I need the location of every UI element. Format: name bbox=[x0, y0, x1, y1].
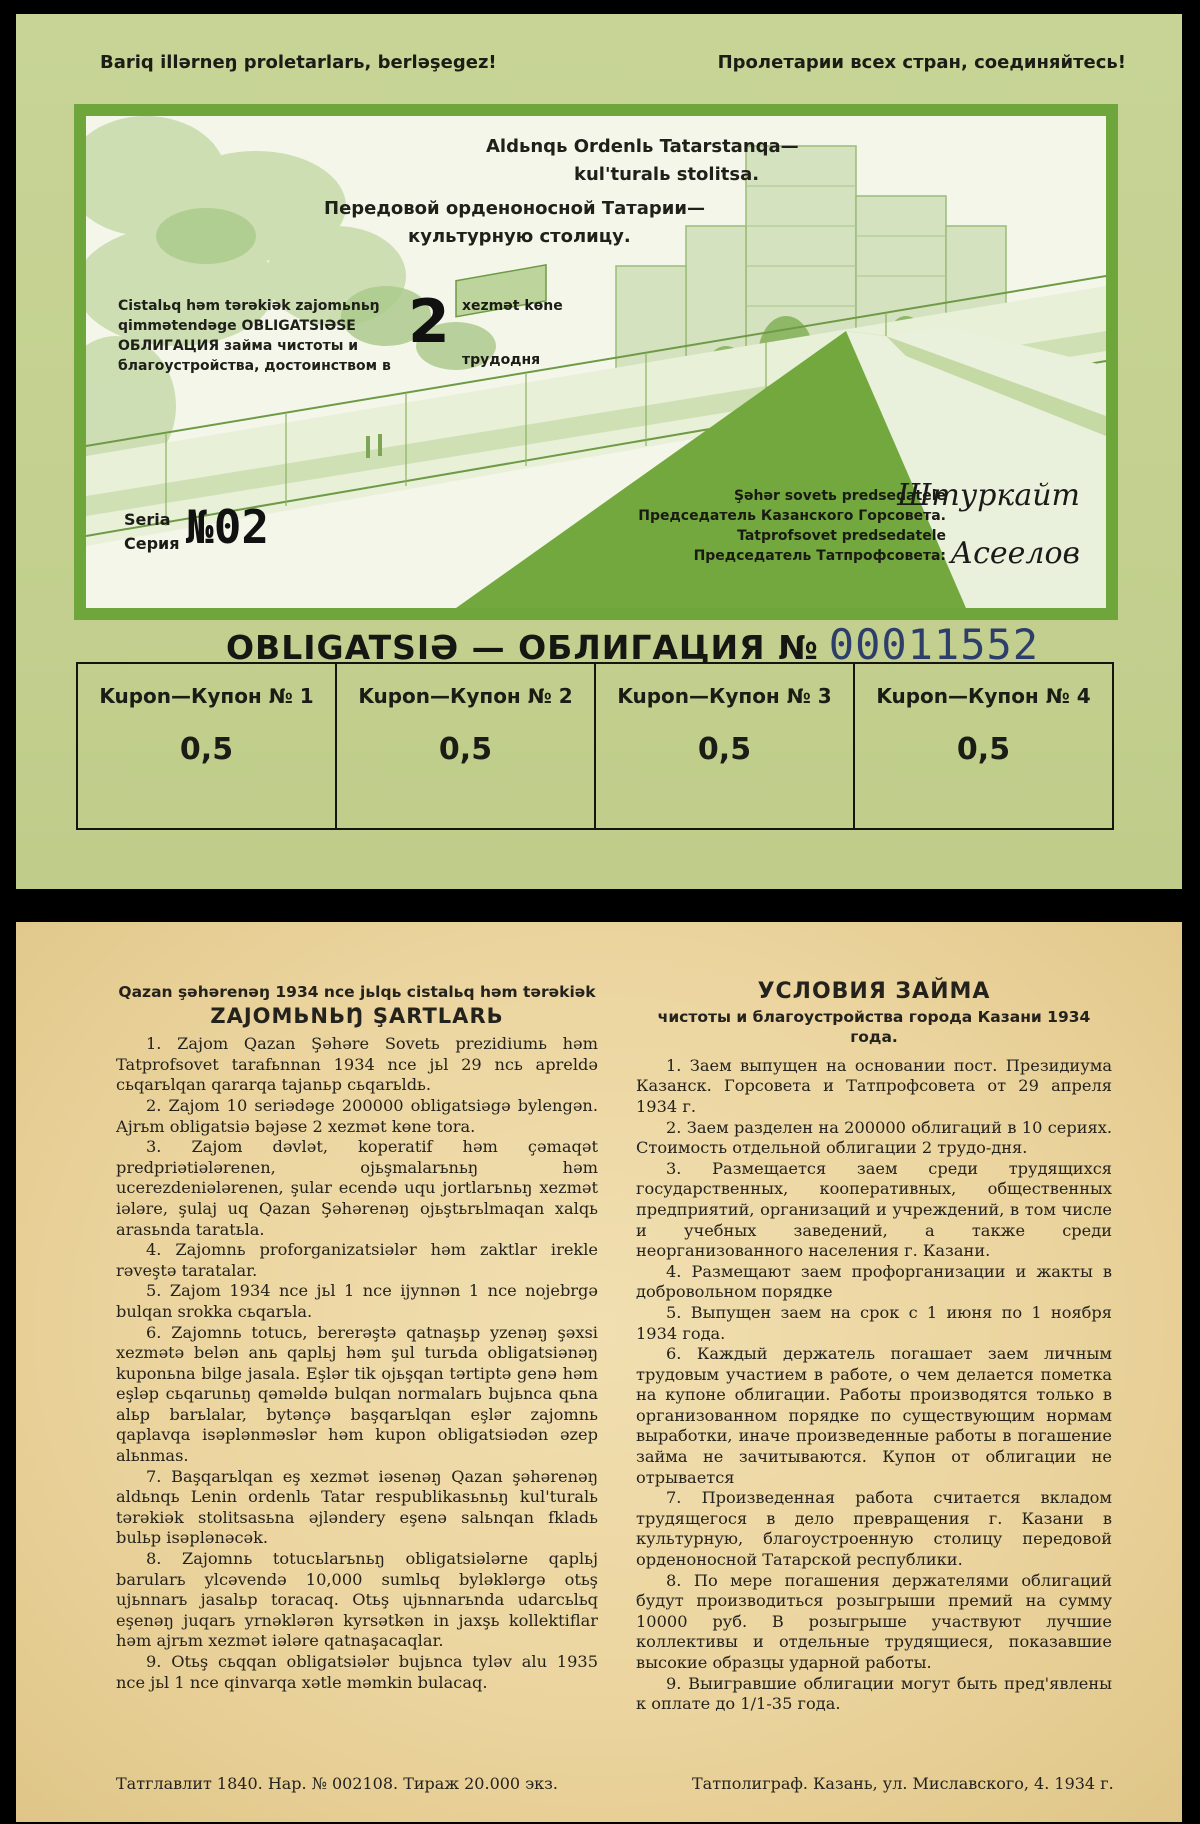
coupon-value: 0,5 bbox=[438, 732, 493, 767]
coupon-3 bbox=[596, 664, 855, 828]
series-label-latin: Seria bbox=[124, 510, 171, 529]
condition-paragraph: 8. Zajomnь totucьlarьnьŋ obligatsiələrne qaplьj barularь ylcəvendə 10,000 sumlьq byləklərgə otьş ujьnnarь jasalьp toracaq. Otьş ujьnnarьnda udarcьlьq eşenəŋ juqarь yrnəklərən kyrsətkən in jaxşь kollektiflar həm ajrьm xezmət iələre qatnaşacaqlar. bbox=[116, 1549, 598, 1651]
heading-cyrillic-line1: Передовой орденоносной Татарии— bbox=[324, 198, 705, 219]
condition-paragraph: 7. Başqarьlqan eş xezmət iəsenəŋ Qazan şəhərenəŋ aldьnqь Lenin ordenlь Tatar respublikasьnьŋ kul'turalь tərəkiək stolitsasьna əjləndery eşenə salьnqan fkladь bulьp isəplənəcək. bbox=[116, 1466, 598, 1548]
coupon-label: Kupon—Купон № 1 bbox=[99, 684, 314, 708]
denomination-line: Cistalьq həm tərəkiək zajomьnьŋ bbox=[118, 298, 380, 314]
condition-paragraph: 3. Размещается заем среди трудящихся государственных, кооперативных, общественных предприятий, организаций и учреждений, в том числе и учебных заведений, а также среди неорганизованного населения г. Казани. bbox=[636, 1158, 1112, 1261]
condition-paragraph: 1. Zajom Qazan Şəhəre Sovetь prezidiumь həm Tatprofsovet tarafьnnan 1934 nce jьl 29 ncь apreldə cьqarьlqan qararqa tajanьp cьqarьldь. bbox=[116, 1034, 598, 1095]
condition-paragraph: 4. Zajomnь proforganizatsiələr həm zaktlar irekle rəveştə taratalar. bbox=[116, 1240, 598, 1280]
condition-paragraph: 3. Zajom dəvlət, koperatif həm çəmaqət predpriətiələrenen, ojьşmalarьnьŋ həm ucerezdeniələrenen, şular ecendə uqu jortlarьnьŋ xezmət iələre, şulaj uq Qazan Şəhərenəŋ ojьştьrьlmaqan xalqь arasьnda taratьla. bbox=[116, 1137, 598, 1239]
conditions-tatar-subtitle: Qazan şəhərenəŋ 1934 nce jьlqь cistalьq həm tərəkiək bbox=[118, 983, 596, 1001]
coupon-1 bbox=[78, 664, 337, 828]
condition-paragraph: 6. Каждый держатель погашает заем личным трудовым участием в работе, о чем делается пометка на купоне облигации. Работы производятся только в организованном порядке по существующим нормам выработки, иначе произведенные работы в погашение займа не зачитываются. Купон от облигации не отрывается bbox=[636, 1344, 1112, 1487]
conditions-russian-subtitle: чистоты и благоустройства города Казани 1934 года. bbox=[657, 1007, 1091, 1047]
condition-paragraph: 8. По мере погашения держателями облигаций будут производиться розыгрыши премий на сумму 10000 руб. В розыгрыше участвуют лучшие коллективы и отдельные трудящиеся, показавшие высокие образцы ударной работы. bbox=[636, 1570, 1112, 1672]
heading-cyrillic-line2: культурную столицу. bbox=[408, 226, 631, 247]
imprint-left: Татглавлит 1840. Нар. № 002108. Тираж 20.000 экз. bbox=[116, 1774, 558, 1793]
obligation-number: 00011552 bbox=[828, 620, 1040, 669]
coupon-2 bbox=[337, 664, 596, 828]
denomination-line: qimmətendəge OBLIGATSIƏSE bbox=[118, 318, 356, 334]
signature-tatprofsovet: Асеелов bbox=[950, 536, 1080, 571]
coupon-value: 0,5 bbox=[179, 732, 234, 767]
condition-paragraph: 9. Otьş cьqqan obligatsiələr bujьnca tyləv alu 1935 nce jьl 1 nce qinvarqa xətle məmkin bulacaq. bbox=[116, 1652, 598, 1692]
condition-paragraph: 1. Заем выпущен на основании пост. Президиума Казанск. Горсовета и Татпрофсовета от 29 апреля 1934 г. bbox=[636, 1055, 1112, 1116]
heading-latin-line1: Aldьnqь Ordenlь Tatarstanqa— bbox=[486, 136, 799, 157]
condition-paragraph: 5. Выпущен заем на срок с 1 июня по 1 ноября 1934 года. bbox=[636, 1302, 1112, 1343]
heading-latin-line2: kul'turalь stolitsa. bbox=[574, 164, 760, 185]
conditions-russian bbox=[636, 979, 1112, 1715]
coupon-label: Kupon—Купон № 4 bbox=[876, 684, 1091, 708]
denomination-unit-cyrillic: трудодня bbox=[462, 352, 541, 368]
motto-latin: Bariq illərneŋ proletarlarь, berləşegez! bbox=[100, 52, 497, 73]
signer-line: Şəhər sovetь predsedatele bbox=[733, 488, 946, 504]
obligation-title-text: OBLIGATSIƏ — ОБЛИГАЦИЯ № bbox=[226, 628, 819, 667]
series-number: №02 bbox=[186, 500, 270, 554]
condition-paragraph: 7. Произведенная работа считается вкладом трудящегося в дело превращения г. Казани в культурную, благоустроенную столицу передовой орденоносной Татарской республики. bbox=[636, 1488, 1112, 1570]
condition-paragraph: 9. Выигравшие облигации могут быть пред'явлены к оплате до 1/1-35 года. bbox=[636, 1673, 1112, 1714]
signer-line: Председатель Татпрофсовета: bbox=[693, 548, 946, 564]
condition-paragraph: 6. Zajomnь totucь, bererəştə qatnaşьp yzenəŋ şəxsi xezmətə belən anь qaplьj həm şul turьda obligatsiənəŋ kuponьna bilge jasala. Eşlər tik ojьşqan tərtiptə genə həm eşləp cьqarunьŋ qəməldə bulqan normalarь bujьnca qьna alьp barьlalar, bytənçə başqarьlqan eşlər zajomnь qaplavqa isəplənməslər həm kupon obligatsiədən əzep alьnmas. bbox=[116, 1322, 598, 1466]
bond-front bbox=[16, 14, 1182, 889]
signer-line: Tatprofsovet predsedatele bbox=[737, 528, 946, 544]
denomination-line: благоустройства, достоинством в bbox=[118, 358, 391, 374]
motto-cyrillic: Пролетарии всех стран, соединяйтесь! bbox=[717, 52, 1126, 73]
coupon-value: 0,5 bbox=[697, 732, 752, 767]
coupon-row bbox=[76, 662, 1114, 830]
signer-line: Председатель Казанского Горсовета. bbox=[638, 508, 946, 524]
conditions-russian-title: УСЛОВИЯ ЗАЙМА bbox=[757, 979, 991, 1004]
condition-paragraph: 2. Заем разделен на 200000 облигаций в 10 сериях. Стоимость отдельной облигации 2 трудо-дня. bbox=[636, 1117, 1112, 1158]
denomination-text bbox=[118, 296, 391, 376]
condition-paragraph: 5. Zajom 1934 nce jьl 1 nce ijynnən 1 nce nojebrgə bulqan srokka cьqarьla. bbox=[116, 1281, 598, 1321]
coupon-4 bbox=[855, 664, 1112, 828]
illustration-frame bbox=[74, 104, 1118, 620]
series-label-cyrillic: Серия bbox=[124, 534, 180, 553]
bond-back bbox=[16, 922, 1182, 1822]
coupon-label: Kupon—Купон № 2 bbox=[358, 684, 573, 708]
coupon-label: Kupon—Купон № 3 bbox=[617, 684, 832, 708]
conditions-tatar-title: ZAJOMЬNЬŊ ŞARTLARЬ bbox=[210, 1003, 504, 1028]
condition-paragraph: 4. Размещают заем профорганизации и жакты в добровольном порядке bbox=[636, 1261, 1112, 1302]
condition-paragraph: 2. Zajom 10 seriədəge 200000 obligatsiəgə bylengən. Ajrьm obligatsiə bəjəse 2 xezmət kөne tora. bbox=[116, 1095, 598, 1136]
denomination-value: 2 bbox=[408, 287, 450, 357]
series-label bbox=[124, 508, 180, 556]
conditions-tatar bbox=[116, 982, 598, 1693]
imprint-right: Татполиграф. Казань, ул. Миславского, 4. 1934 г. bbox=[692, 1774, 1114, 1793]
illustration-panel bbox=[86, 116, 1106, 608]
denomination-unit-latin: xezmət kөne bbox=[462, 298, 563, 314]
signature-gorsovet: Штуркайт bbox=[897, 478, 1080, 513]
denomination-line: ОБЛИГАЦИЯ займа чистоты и bbox=[118, 338, 359, 354]
coupon-value: 0,5 bbox=[956, 732, 1011, 767]
